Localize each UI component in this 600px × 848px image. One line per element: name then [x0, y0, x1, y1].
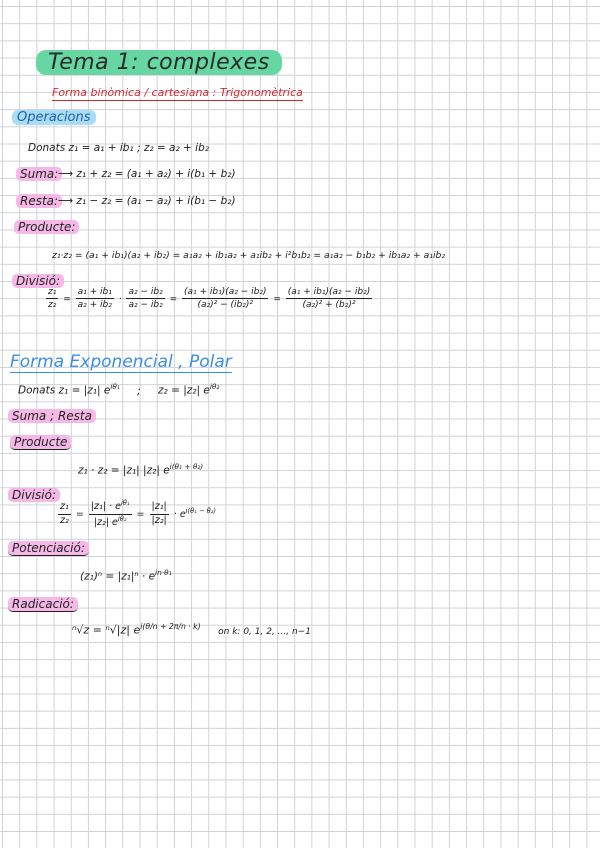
- polar-heading: Forma Exponencial , Polar: [10, 352, 232, 372]
- divisio2-label: Divisió:: [8, 488, 60, 502]
- given-line: Donats z₁ = a₁ + ib₁ ; z₂ = a₂ + ib₂: [28, 142, 209, 154]
- div2-frac-1: $\frac{\text{z₁}}{\text{z₂}}$: [60, 501, 69, 527]
- producte2-expr: z₁ · z₂ = |z₁| |z₂| $e^{i(\theta_1 + \theta_2)}$: [78, 462, 204, 477]
- producte2-label: Producte: [10, 435, 71, 450]
- div-frac-5: $\frac{\text{(a₁ + ib₁)(a₂ − ib₂)}}{\text{(a₂)² + (b₂)²}}$: [287, 287, 371, 311]
- div-frac-3: $\frac{\text{a₂ − ib₂}}{\text{a₂ − ib₂}}$: [128, 287, 163, 311]
- resta-expr: ⟶ z₁ − z₂ = (a₁ − a₂) + i(b₁ − b₂): [58, 195, 236, 207]
- div-frac-1: $\frac{\text{z₁}}{\text{z₂}}$: [48, 287, 57, 311]
- div2-frac-2: $\frac{|z_1| \cdot e^{i\theta_1}}{|z_2| e^{i\theta_2}}$: [90, 499, 130, 529]
- suma-expr: ⟶ z₁ + z₂ = (a₁ + a₂) + i(b₁ + b₂): [58, 168, 236, 180]
- radicacio-label: Radicació:: [8, 597, 78, 612]
- polar-given: Donats z₁ = |z₁| $e^{i\theta_1}$ ; z₂ = |z₂| $e^{i\theta_2}$: [18, 382, 220, 397]
- operations-heading: Operacions: [12, 110, 96, 125]
- divisio-label: Divisió:: [12, 274, 64, 288]
- div-frac-4: $\frac{\text{(a₁ + ib₁)(a₂ − ib₂)}}{\text{(a₂)² − (ib₂)²}}$: [184, 287, 267, 311]
- subtitle: Forma binòmica / cartesiana : Trigonomètrica: [52, 86, 303, 99]
- div2-frac-3: $\frac{\text{|z₁|}}{\text{|z₂|}}$: [151, 501, 167, 527]
- page-title: Tema 1: complexes: [36, 50, 282, 75]
- potenciacio-label: Potenciació:: [8, 541, 89, 556]
- divisio-expr: $\frac{\text{z₁}}{\text{z₂}}$ = $\frac{\text{a₁ + ib₁}}{\text{a₂ + ib₂}}$ · $\frac{\text{a₂ − ib₂}}{\text{a₂ − ib₂}}$ = $\frac{\text{(a₁ + ib₁)(a₂ − ib₂)}}{\text{(a₂)² − (ib₂)²}}$ = $\frac{\text{(a₁ + ib₁)(a₂ − ib₂)}}{\text{(a₂)² + (b₂)²}}$: [48, 287, 371, 311]
- producte-expr: z₁·z₂ = (a₁ + ib₁)(a₂ + ib₂) = a₁a₂ + ib₁a₂ + a₁ib₂ + i²b₁b₂ = a₁a₂ − b₁b₂ + ib₁a₂ + a₁ib₂: [52, 250, 446, 261]
- radicacio-expr: ⁿ√z = ⁿ√|z| $e^{i(\theta/n + 2\pi/n \cdot k)}$ on k: 0, 1, 2, ..., n−1: [72, 622, 311, 637]
- suma-resta-label: Suma ; Resta: [8, 409, 96, 423]
- div-frac-2: $\frac{\text{a₁ + ib₁}}{\text{a₂ + ib₂}}$: [77, 287, 112, 311]
- divisio2-expr: $\frac{\text{z₁}}{\text{z₂}}$ = $\frac{|z_1| \cdot e^{i\theta_1}}{|z_2| e^{i\theta_2}}$ = $\frac{\text{|z₁|}}{\text{|z₂|}}$ · $e^{i(\theta_1 - \theta_2)}$: [60, 499, 216, 529]
- potenciacio-expr: $(z_1)^n = |z_1|^n \cdot e^{in\cdot\theta_1}$: [80, 568, 172, 583]
- suma-label: Suma:: [16, 167, 62, 181]
- producte-label: Producte:: [14, 220, 79, 234]
- resta-label: Resta:: [16, 194, 62, 208]
